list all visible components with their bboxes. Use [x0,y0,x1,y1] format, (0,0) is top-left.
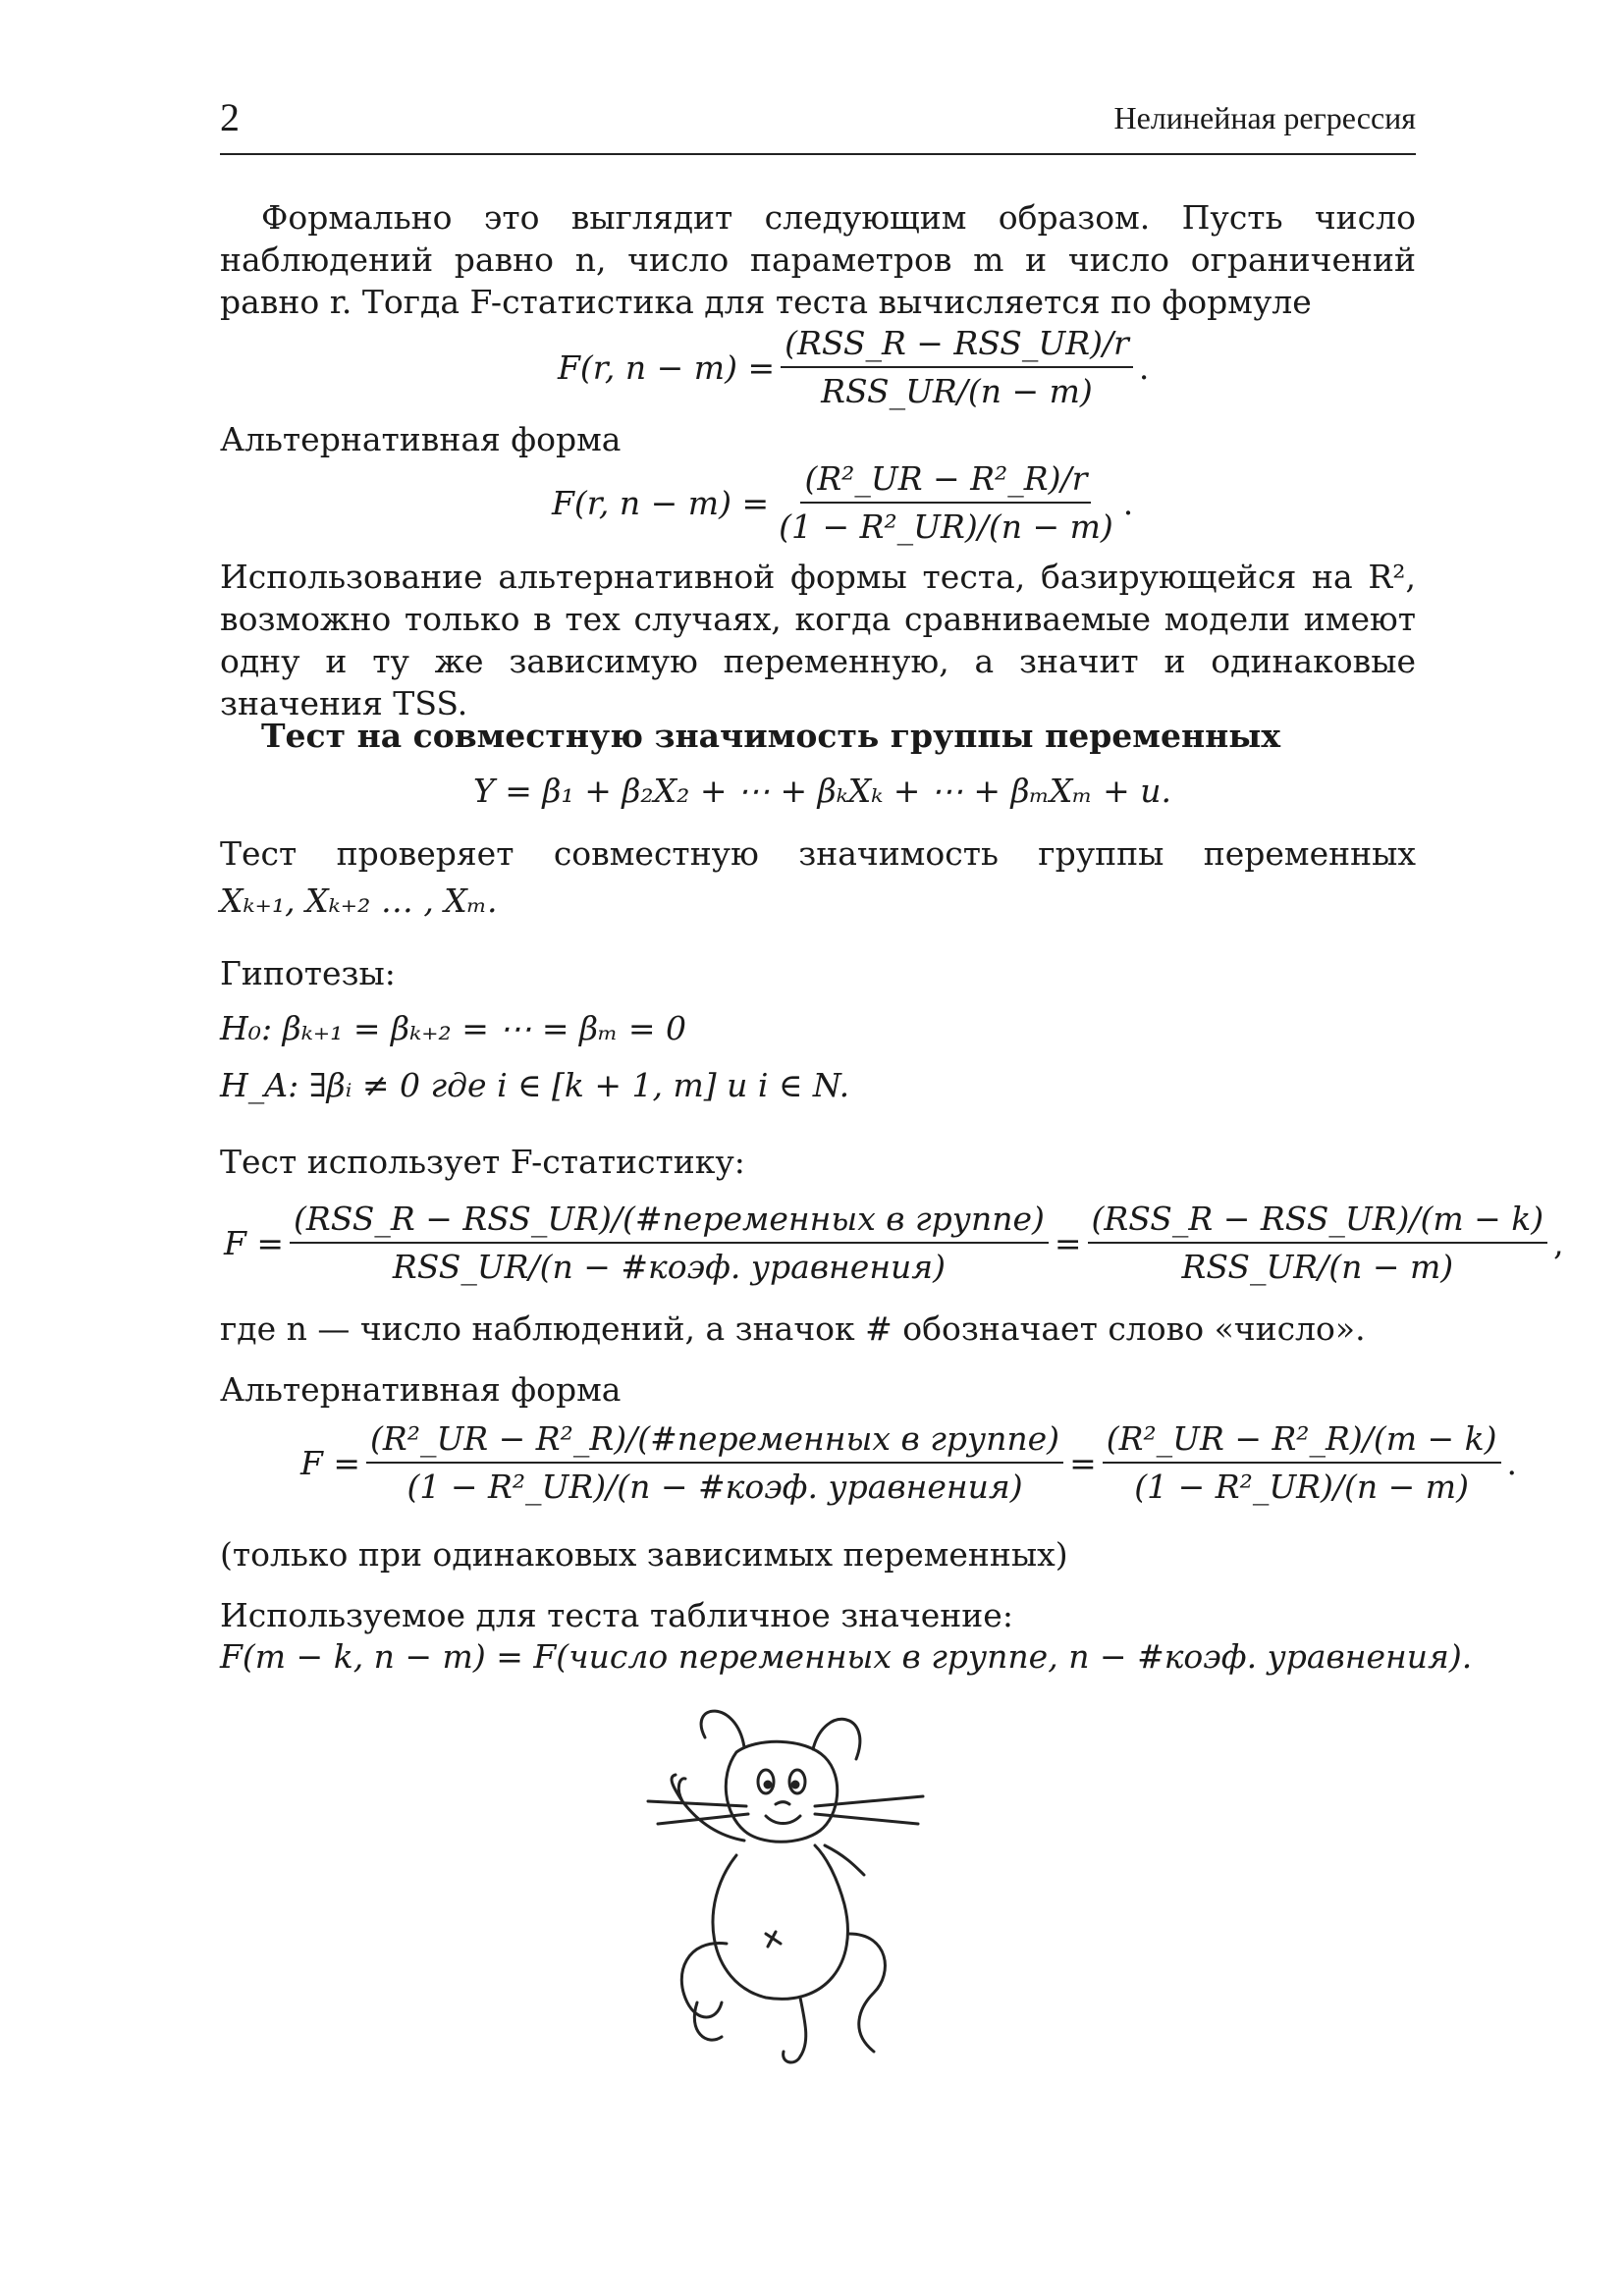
running-title: Нелинейная регрессия [1113,100,1416,135]
word: переменных [1203,834,1416,873]
fraction-denominator: RSS_UR/(n − m) [821,372,1093,410]
alternative-hypothesis: H_A: ∃βᵢ ≠ 0 где i ∈ [k + 1, m] и i ∈ N. [220,1066,850,1104]
formula-f-r2: F(r, n − m) = $\frac{\text{(R²\_UR − R²\_R)/r}}{\text{(1 − R²\_UR)/(n − m)}}$ . [552,459,1134,546]
word: Тест [220,834,298,873]
fraction-denominator: RSS_UR/(n − #коэф. уравнения) [392,1248,947,1286]
running-head [220,94,1416,155]
word: значимость [798,834,999,873]
fraction [781,324,1133,410]
formula-group-f-r2: F = $\frac{\text{(R²\_UR − R²\_R)/(\#переменных в группе)}}{\text{(1 − R²\_UR)/(n − \#коэф. уравнения)}}$ = $\frac{\text{(R²\_UR − R²\_R)/(m − k)}}{\text{(1 − R²\_UR)/(n − m)}}$ . [300,1419,1518,1506]
fraction-numerator: (RSS_R − RSS_UR)/(m − k) [1088,1200,1548,1244]
fraction [775,459,1117,546]
fraction-denominator: RSS_UR/(n − m) [1181,1248,1454,1286]
page-number: 2 [220,95,240,139]
where-note: где n — число наблюдений, а значок # обозначает слово «число». [220,1309,1366,1348]
fraction-numerator: (R²_UR − R²_R)/r [800,459,1091,504]
formula-lhs: F = [224,1223,285,1262]
uses-f-statistic: Тест использует F-статистику: [220,1143,745,1181]
fraction [366,1419,1063,1506]
same-dependent-note: (только при одинаковых зависимых переменных) [220,1535,1068,1574]
fraction-numerator: (RSS_R − RSS_UR)/(#переменных в группе) [290,1200,1049,1244]
section-heading: Тест на совместную значимость группы переменных [261,717,1281,755]
fraction-numerator: (R²_UR − R²_R)/(#переменных в группе) [366,1419,1063,1464]
test-description-line [220,834,1416,873]
word: группы [1038,834,1164,873]
intro-paragraph: Формально это выглядит следующим образом. Пусть число наблюдений равно n, число параметров m и число ограничений равно r. Тогда F-статистика для теста вычисляется по формуле [220,198,1416,321]
hypotheses-label: Гипотезы: [220,954,396,992]
alt-form-note: Использование альтернативной формы теста, базирующейся на R², возможно только в тех случаях, когда сравниваемые модели имеют одну и ту же зависимую переменную, а значит и одинаковые значения TSS. [220,558,1416,722]
fraction-numerator: (R²_UR − R²_R)/(m − k) [1103,1419,1501,1464]
test-variables: Xₖ₊₁, Xₖ₊₂ … , Xₘ. [220,881,498,920]
table-value-formula: F(m − k, n − m) = F(число переменных в группе, n − #коэф. уравнения). [220,1637,1473,1676]
fraction [1103,1419,1501,1506]
formula-group-f-rss: F = $\frac{\text{(RSS\_R − RSS\_UR)/(\#переменных в группе)}}{\text{RSS\_UR/(n − \#коэф. уравнения)}}$ = $\frac{\text{(RSS\_R − RSS\_UR)/(m − k)}}{\text{RSS\_UR/(n − m)}}$ , [224,1200,1564,1286]
formula-lhs: F = [300,1443,361,1482]
fraction-denominator: (1 − R²_UR)/(n − m) [779,507,1113,546]
alt-form-label-2: Альтернативная форма [220,1370,622,1409]
fraction [1088,1200,1548,1286]
fraction-numerator: (RSS_R − RSS_UR)/r [781,324,1133,368]
table-value-label: Используемое для теста табличное значение: [220,1596,1013,1634]
regression-model-equation: Y = β₁ + β₂X₂ + ⋯ + βₖXₖ + ⋯ + βₘXₘ + u. [473,772,1171,810]
fraction-denominator: (1 − R²_UR)/(n − m) [1134,1468,1469,1506]
formula-f-rss: F(r, n − m) = $\frac{\text{(RSS\_R − RSS\_UR)/r}}{\text{RSS\_UR/(n − m)}}$ . [558,324,1150,410]
word: совместную [553,834,759,873]
formula-lhs: F(r, n − m) = [558,347,776,387]
alt-form-label: Альтернативная форма [220,420,622,458]
formula-lhs: F(r, n − m) = [552,483,770,522]
fraction [290,1200,1049,1286]
null-hypothesis: H₀: βₖ₊₁ = βₖ₊₂ = ⋯ = βₘ = 0 [220,1009,686,1047]
word: проверяет [336,834,514,873]
cartoon-mouse-icon [628,1708,982,2081]
fraction-denominator: (1 − R²_UR)/(n − #коэф. уравнения) [406,1468,1023,1506]
